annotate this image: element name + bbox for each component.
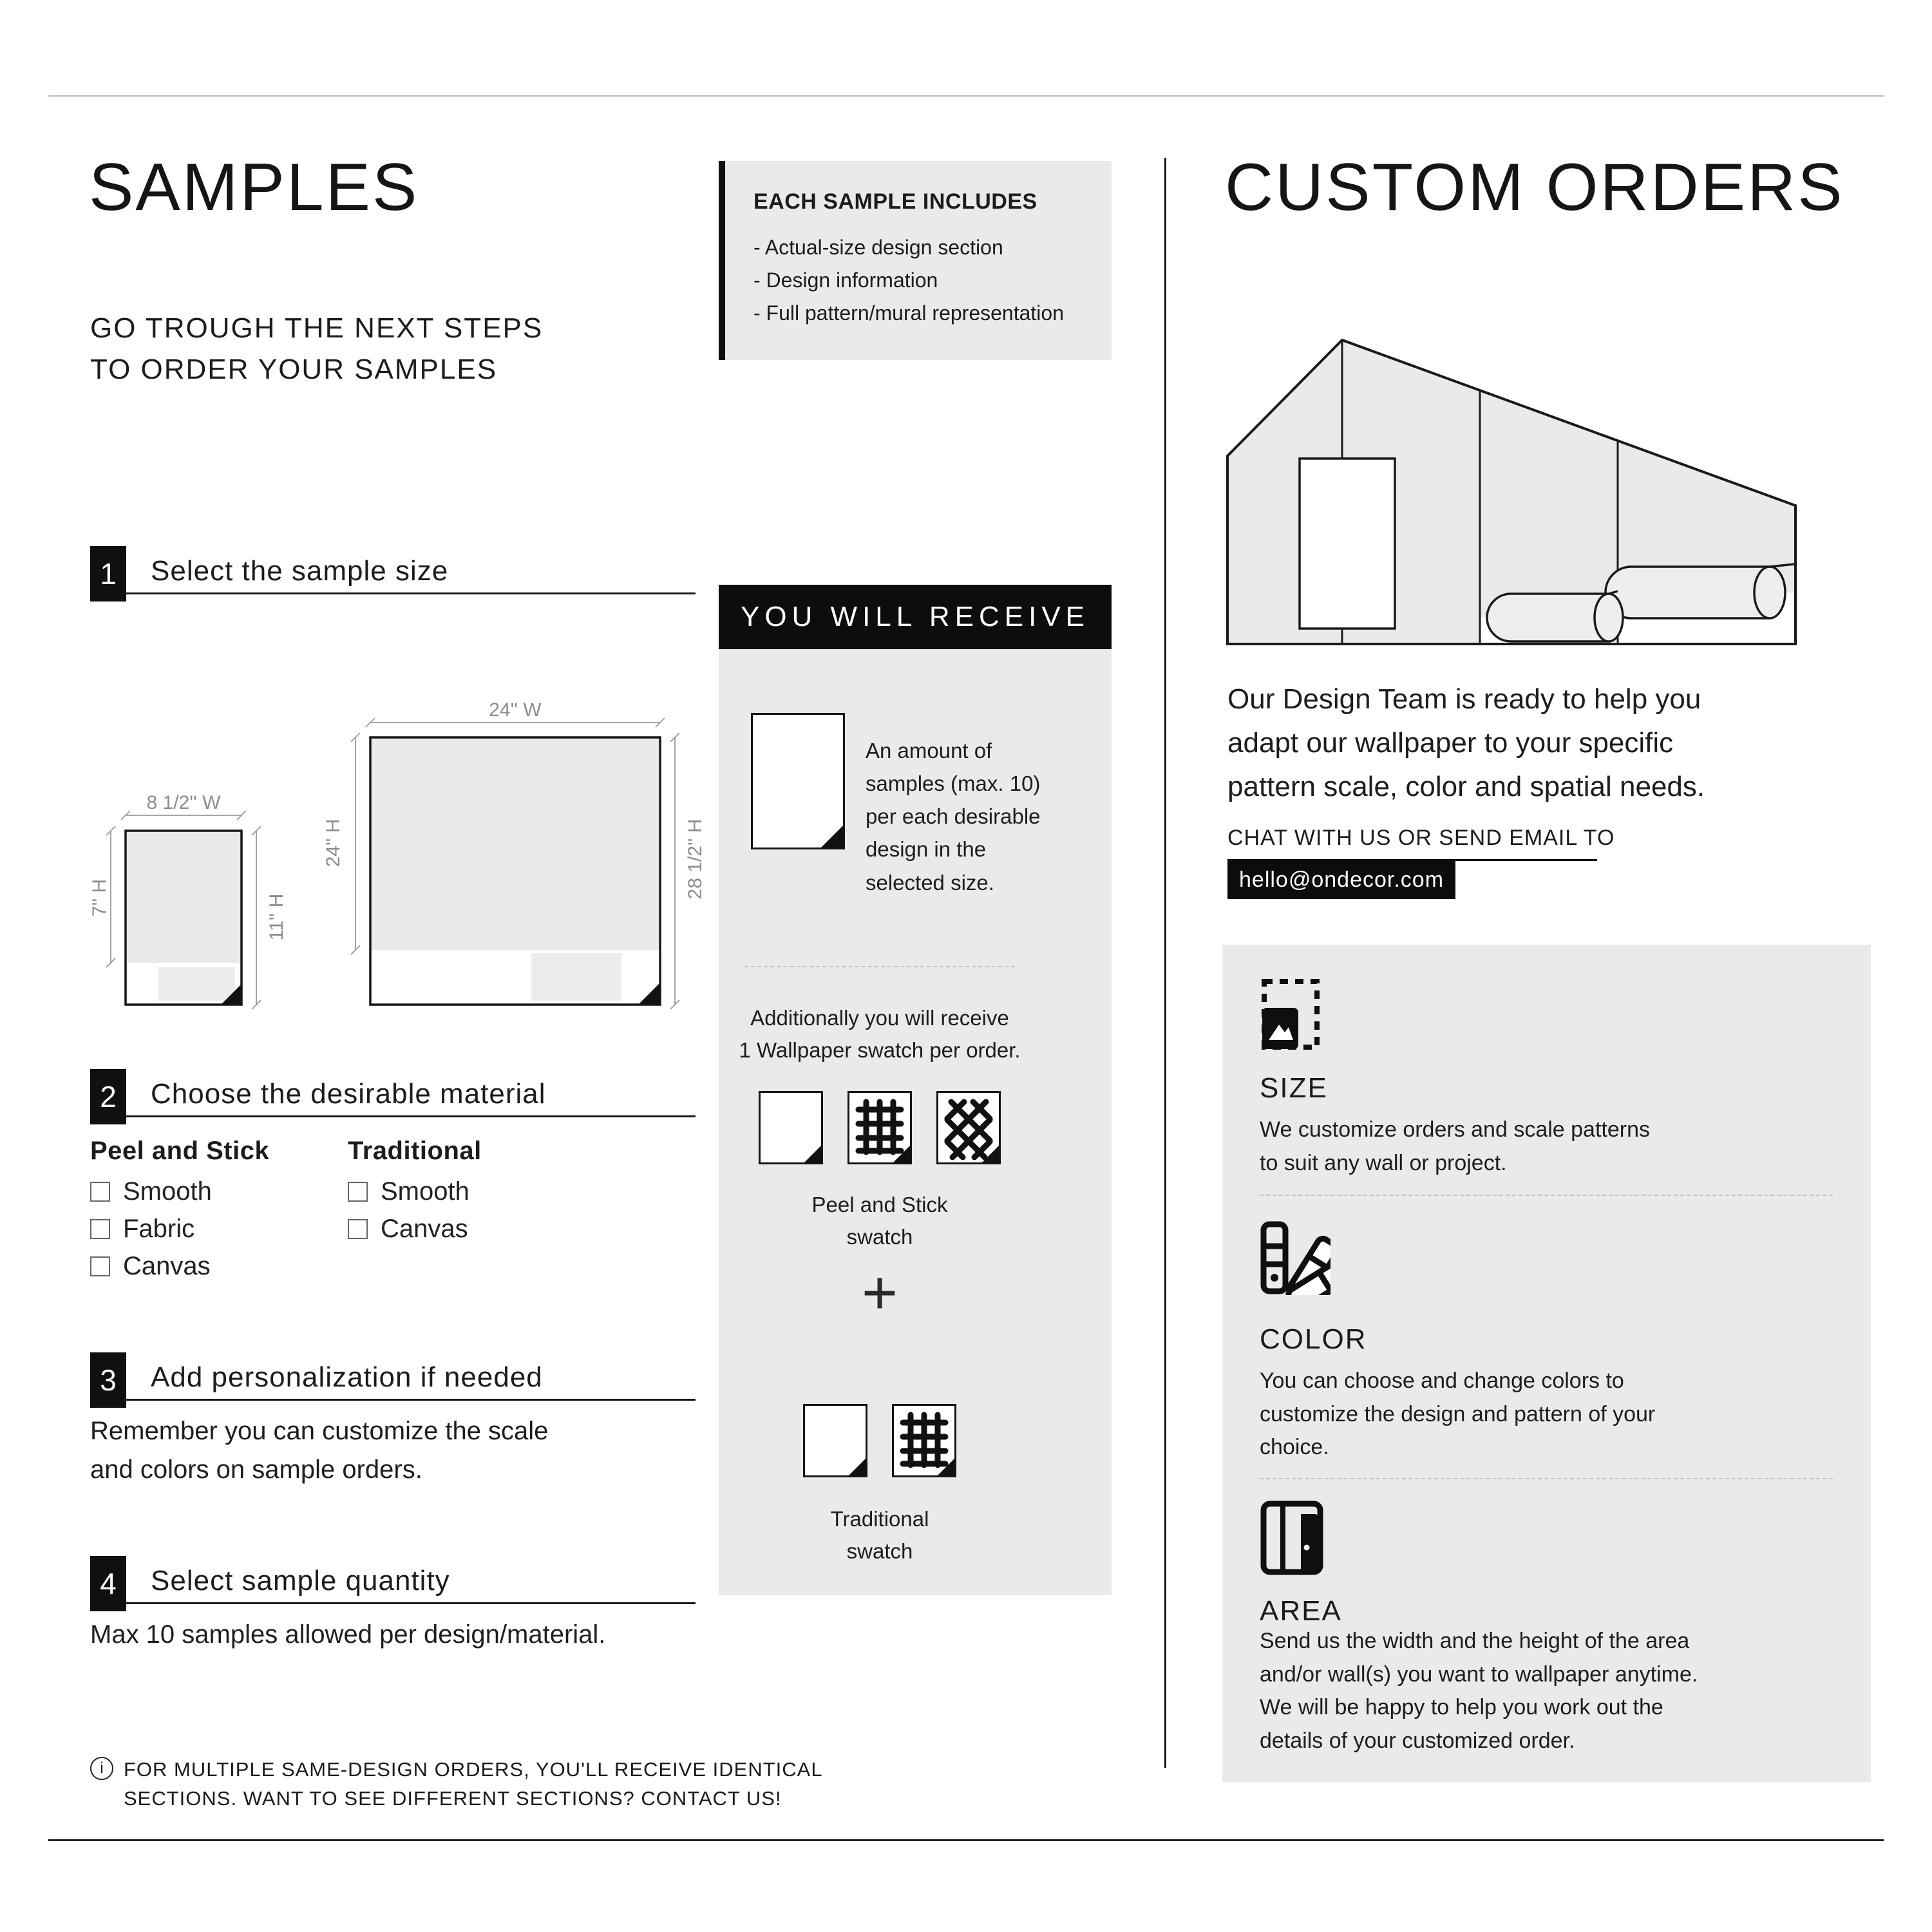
checkbox-icon[interactable] xyxy=(90,1256,110,1276)
feature-size-label: SIZE xyxy=(1260,1072,1328,1104)
step-4-header xyxy=(90,1556,696,1611)
option-label: Fabric xyxy=(123,1215,195,1243)
feature-desc-line: Send us the width and the height of the area xyxy=(1260,1629,1690,1653)
feature-desc-line: You can choose and change colors to xyxy=(1260,1368,1624,1393)
step-number-badge: 2 xyxy=(90,1069,126,1124)
custom-intro xyxy=(1227,677,1705,810)
feature-desc-line: choice. xyxy=(1260,1435,1329,1460)
folded-corner-icon xyxy=(821,826,843,848)
option-traditional-canvas[interactable] xyxy=(348,1215,468,1244)
peel-and-stick-heading: Peel and Stick xyxy=(90,1137,270,1165)
step-underline xyxy=(90,1399,696,1401)
checkbox-icon[interactable] xyxy=(348,1219,368,1239)
feature-desc-line: We customize orders and scale patterns xyxy=(1260,1117,1650,1142)
step-3-note xyxy=(90,1412,548,1489)
feature-desc-line: details of your customized order. xyxy=(1260,1728,1575,1754)
step-3-header xyxy=(90,1352,696,1408)
caption-line: swatch xyxy=(846,1224,913,1249)
samples-amount-line: An amount of xyxy=(866,739,992,762)
folded-corner-icon xyxy=(982,1146,999,1162)
wall-door-icon xyxy=(1260,1500,1324,1576)
additional-line: Additionally you will receive xyxy=(750,1006,1009,1030)
step-1-header xyxy=(90,546,696,601)
small-left-height-label: 7'' H xyxy=(89,878,110,917)
caption-line: Peel and Stick xyxy=(811,1193,948,1217)
traditional-swatch-row xyxy=(732,1404,1028,1477)
step-3-note-line: and colors on sample orders. xyxy=(90,1455,422,1484)
option-peel-smooth[interactable] xyxy=(90,1177,212,1206)
grid-swatch-icon xyxy=(892,1404,956,1477)
folded-corner-icon xyxy=(849,1459,866,1475)
step-title: Add personalization if needed xyxy=(151,1361,543,1393)
includes-title: EACH SAMPLE INCLUDES xyxy=(753,189,1037,214)
grid-swatch-icon xyxy=(848,1091,912,1164)
samples-subtitle-line: GO TROUGH THE NEXT STEPS xyxy=(90,312,544,344)
you-will-receive-panel xyxy=(719,649,1112,1595)
custom-intro-line: adapt our wallpaper to your specific xyxy=(1227,727,1674,759)
you-will-receive-banner: YOU WILL RECEIVE xyxy=(719,585,1112,649)
step-underline xyxy=(90,1115,696,1117)
each-sample-includes-box xyxy=(719,161,1112,360)
swatch-fan-pencil-icon xyxy=(1260,1220,1331,1295)
step-4-note: Max 10 samples allowed per design/material. xyxy=(90,1620,606,1649)
small-width-label: 8 1/2'' W xyxy=(146,792,221,813)
option-label: Smooth xyxy=(123,1177,212,1206)
feature-desc-line: and/or wall(s) you want to wallpaper anytime. xyxy=(1260,1662,1698,1687)
large-right-height-label: 28 1/2'' H xyxy=(685,819,706,900)
samples-amount-line: selected size. xyxy=(866,870,994,895)
dashed-divider xyxy=(744,966,1015,967)
chat-label: CHAT WITH US OR SEND EMAIL TO xyxy=(1227,826,1615,850)
feature-desc-line: customize the design and pattern of your xyxy=(1260,1401,1656,1426)
additional-line: 1 Wallpaper swatch per order. xyxy=(739,1037,1021,1062)
feature-color-desc xyxy=(1260,1365,1655,1464)
custom-features-panel xyxy=(1222,945,1871,1782)
small-right-height-label: 11'' H xyxy=(266,893,287,941)
feature-desc-line: to suit any wall or project. xyxy=(1260,1150,1507,1175)
info-icon: i xyxy=(90,1757,113,1780)
option-label: Smooth xyxy=(381,1177,469,1206)
house-wallpaper-illustration xyxy=(1222,316,1828,650)
step-number-badge: 1 xyxy=(90,546,126,601)
step-title: Select sample quantity xyxy=(151,1565,450,1596)
lattice-swatch-icon xyxy=(936,1091,1001,1164)
step-2-header xyxy=(90,1069,696,1124)
custom-orders-title: CUSTOM ORDERS xyxy=(1225,150,1844,225)
samples-amount-text xyxy=(866,734,1041,899)
feature-desc-line: We will be happy to help you work out the xyxy=(1260,1695,1663,1720)
folded-corner-icon xyxy=(893,1146,910,1162)
checkbox-icon[interactable] xyxy=(90,1182,110,1202)
sample-size-diagram xyxy=(90,670,696,1018)
includes-item: - Full pattern/mural representation xyxy=(753,301,1064,325)
traditional-swatch-caption xyxy=(732,1503,1028,1567)
feature-area-desc xyxy=(1260,1625,1698,1758)
caption-line: swatch xyxy=(846,1539,913,1563)
step-underline xyxy=(90,1602,696,1604)
step-number-badge: 4 xyxy=(90,1556,126,1611)
option-traditional-smooth[interactable] xyxy=(348,1177,469,1206)
email-link[interactable]: hello@ondecor.com xyxy=(1227,861,1455,899)
caption-line: Traditional xyxy=(830,1507,929,1531)
footnote xyxy=(90,1756,823,1814)
feature-color-label: COLOR xyxy=(1260,1323,1367,1355)
dashed-divider xyxy=(1260,1195,1833,1196)
includes-item: - Actual-size design section xyxy=(753,236,1003,259)
option-peel-canvas[interactable] xyxy=(90,1252,211,1281)
folded-corner-icon xyxy=(804,1146,821,1162)
step-title: Select the sample size xyxy=(151,555,449,587)
footnote-line: SECTIONS. WANT TO SEE DIFFERENT SECTIONS? CONTACT US! xyxy=(124,1786,782,1810)
additional-swatch-text xyxy=(732,1002,1028,1066)
blank-swatch-icon xyxy=(759,1091,823,1164)
samples-title: SAMPLES xyxy=(89,150,419,225)
bottom-divider xyxy=(48,1839,1884,1841)
step-number-badge: 3 xyxy=(90,1352,126,1408)
step-title: Choose the desirable material xyxy=(151,1078,546,1110)
folded-corner-icon xyxy=(938,1459,954,1475)
samples-amount-line: design in the xyxy=(866,837,987,862)
crop-image-icon xyxy=(1261,978,1323,1050)
option-label: Canvas xyxy=(123,1252,211,1280)
peel-swatch-row xyxy=(732,1091,1028,1164)
sample-page-icon xyxy=(751,713,845,849)
top-divider xyxy=(48,95,1884,97)
checkbox-icon[interactable] xyxy=(348,1182,368,1202)
traditional-heading: Traditional xyxy=(348,1137,482,1165)
feature-area-label: AREA xyxy=(1260,1595,1342,1627)
checkbox-icon[interactable] xyxy=(90,1219,110,1239)
custom-intro-line: pattern scale, color and spatial needs. xyxy=(1227,771,1705,803)
option-label: Canvas xyxy=(381,1215,468,1243)
includes-item: - Design information xyxy=(753,269,938,292)
blank-swatch-icon xyxy=(803,1404,867,1477)
option-peel-fabric[interactable] xyxy=(90,1215,194,1244)
feature-size-desc xyxy=(1260,1113,1650,1180)
step-underline xyxy=(90,592,696,594)
samples-subtitle-line: TO ORDER YOUR SAMPLES xyxy=(90,353,498,385)
samples-subtitle xyxy=(90,308,543,390)
step-3-note-line: Remember you can customize the scale xyxy=(90,1417,549,1445)
plus-icon: + xyxy=(861,1258,898,1327)
large-width-label: 24'' W xyxy=(489,699,542,721)
samples-amount-line: per each desirable xyxy=(866,804,1041,829)
custom-intro-line: Our Design Team is ready to help you xyxy=(1227,683,1701,715)
samples-amount-line: samples (max. 10) xyxy=(866,772,1041,796)
footnote-line: FOR MULTIPLE SAME-DESIGN ORDERS, YOU'LL RECEIVE IDENTICAL xyxy=(124,1758,823,1781)
column-divider xyxy=(1164,158,1166,1768)
large-left-height-label: 24'' H xyxy=(323,819,344,867)
dashed-divider xyxy=(1260,1478,1833,1479)
peel-swatch-caption xyxy=(732,1189,1028,1253)
